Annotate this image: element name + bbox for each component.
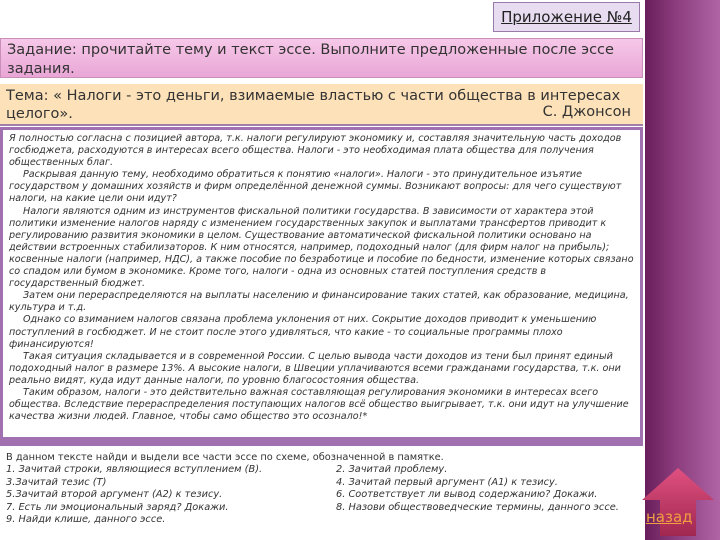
theme-author: С. Джонсон bbox=[542, 104, 631, 120]
essay-paragraph: Затем они перераспределяются на выплаты населению и финансирование таких статей, как образование, медицина, культура и т.д. bbox=[9, 290, 629, 314]
essay-paragraph: Я полностью согласна с позицией автора, т.к. налоги регулируют экономику и, составляя значительную часть доходов госбюджета, расходуются в интересах всего общества. Налоги - это необходимая плата общества для получения общественных благ. bbox=[9, 133, 622, 169]
instruction-item: 3.Зачитай тезис (Т) bbox=[6, 476, 107, 488]
task-box: Задание: прочитайте тему и текст эссе. Выполните предложенные после эссе задания. bbox=[0, 38, 643, 78]
instruction-item: 6. Соответствует ли вывод содержанию? Докажи. bbox=[336, 489, 598, 501]
instruction-item: 2. Зачитай проблему. bbox=[336, 464, 448, 476]
instructions-intro: В данном тексте найди и выдели все части эссе по схеме, обозначенной в памятке. bbox=[6, 452, 444, 463]
essay-paragraph: Таким образом, налоги - это действительно важная составляющая регулирования экономики в интересах всего общества. Вследствие перераспределения поступающих налогов всё общество выигрывает, т.к. они идут на улучшение качества жизни людей. Главное, чтобы само общество это осознало!* bbox=[9, 386, 629, 423]
essay-paragraph: Раскрывая данную тему, необходимо обратиться к понятию «налоги». Налоги - это принудительное изъятие государством у домашних хозяйств и фирм определённой денежной суммы. Возникают вопросы: для чего существуют налоги, на какие цели они идут? bbox=[9, 169, 622, 205]
essay-paragraph: Такая ситуация складывается и в современной России. С целью вывода части доходов из тени был принят единый подоходный налог в размере 13%. А высокие налоги, в Швеции уплачиваются всеми гражданами государства, т.к. они реально видят, куда идут данные налоги, по уровню благосостояния общества. bbox=[9, 350, 621, 386]
instruction-item: 7. Есть ли эмоциональный заряд? Докажи. bbox=[6, 501, 229, 513]
essay-text-box bbox=[0, 127, 643, 440]
instruction-item: 4. Зачитай первый аргумент (А1) к тезису. bbox=[336, 476, 558, 488]
instructions bbox=[6, 452, 642, 526]
instruction-item: 1. Зачитай строки, являющиеся вступлением (В). bbox=[6, 464, 263, 476]
theme-box bbox=[0, 84, 643, 126]
instruction-item: 8. Назови обществоведческие термины, данного эссе. bbox=[336, 501, 619, 513]
decorative-side-panel bbox=[645, 0, 720, 540]
theme-text: Тема: « Налоги - это деньги, взимаемые властью с части общества в интересах целого». bbox=[6, 88, 621, 122]
back-button[interactable] bbox=[640, 466, 716, 536]
divider bbox=[0, 440, 643, 446]
instruction-item: 9. Найди клише, данного эссе. bbox=[6, 514, 166, 526]
appendix-label[interactable]: Приложение №4 bbox=[493, 2, 640, 32]
back-link[interactable]: назад bbox=[646, 508, 693, 526]
essay-paragraph: Однако со взиманием налогов связана проблема уклонения от них. Сокрытие доходов приводит к уменьшению поступлений в госбюджет. И не стоит после этого удивляться, что какие - то социальные программы плохо финансируются! bbox=[9, 314, 597, 350]
essay-paragraph: Налоги являются одним из инструментов фискальной политики государства. В зависимости от характера этой политики изменение налогов наряду с изменением государственных закупок и выплатами трансфертов приводит к регулированию развития экономики в целом. Существование автоматической фискальной политики основано на действии встроенных стабилизаторов. К ним относятся, например, подоходный налог (для фирм налог на прибыль); косвенные налоги (например, НДС), а также пособие по безработице и пособие по бедности, изменение которых связано со спадом или бумом в экономике. Кроме того, налоги - одна из основных статей поступления средств в государственный бюджет. bbox=[9, 205, 634, 290]
instruction-item: 5.Зачитай второй аргумент (А2) к тезису. bbox=[6, 489, 223, 501]
